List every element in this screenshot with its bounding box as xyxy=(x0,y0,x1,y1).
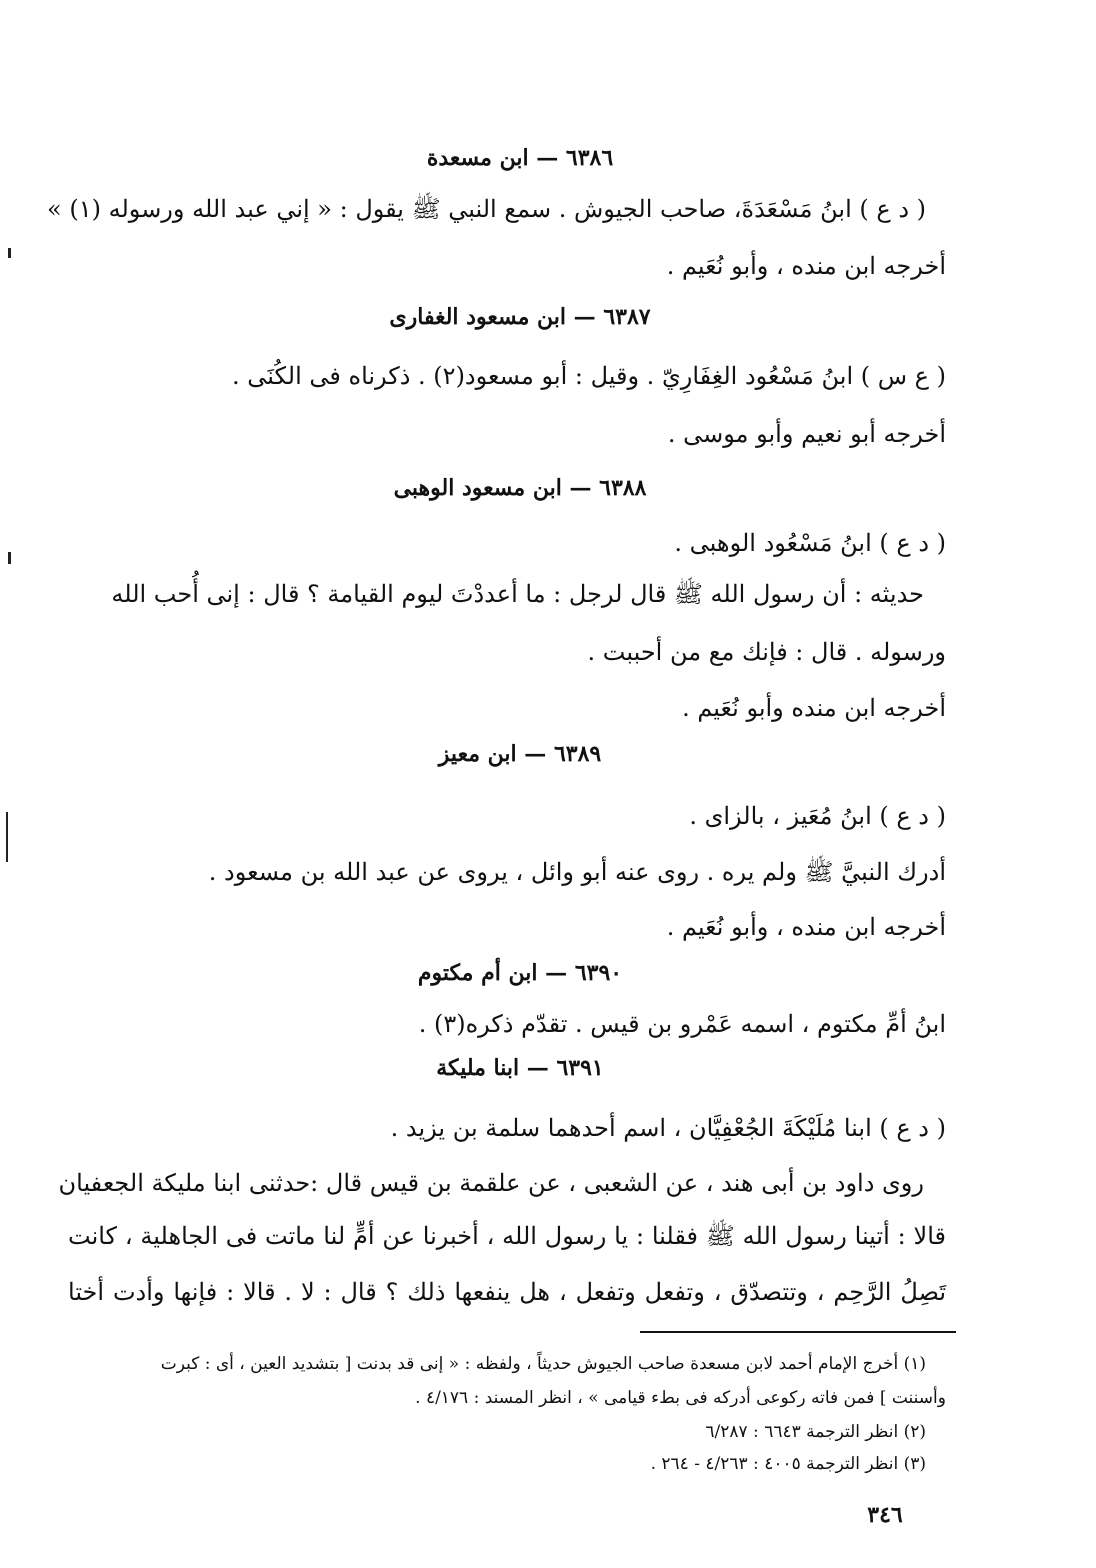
page-number: ٣٤٦ xyxy=(867,1502,903,1528)
entry-text: ( ع س ) ابنُ مَسْعُود الغِفَارِيّ . وقيل : أبو مسعود(٢) . ذكرناه فى الكُنَى . xyxy=(232,362,946,390)
entry-text: تَصِلُ الرَّحِم ، وتتصدّق ، وتفعل وتفعل ، هل ينفعها ذلك ؟ قال : لا . قالا : فإنها وأدت أختا xyxy=(68,1278,946,1306)
footnote: (٣) انظر الترجمة ٤٠٠٥ : ٤/٢٦٣ - ٢٦٤ . xyxy=(650,1454,926,1474)
entry-text: ( د ع ) ابنا مُلَيْكَةَ الجُعْفِيَّان ، اسم أحدهما سلمة بن يزيد . xyxy=(390,1114,946,1142)
entry-text: حديثه : أن رسول الله ﷺ قال لرجل : ما أعددْتَ ليوم القيامة ؟ قال : إنى أُحب الله xyxy=(111,580,924,608)
scan-mark xyxy=(6,812,8,862)
footnote: (٢) انظر الترجمة ٦٦٤٣ : ٦/٢٨٧ xyxy=(705,1422,926,1442)
entry-heading: ٦٣٨٨ — ابن مسعود الوهبى xyxy=(393,475,647,501)
entry-heading: ٦٣٩٠ — ابن أم مكتوم xyxy=(417,960,623,986)
footnote-separator xyxy=(640,1331,956,1333)
entry-text: ابنُ أمِّ مكتوم ، اسمه عَمْرو بن قيس . تقدّم ذكره(٣) . xyxy=(418,1010,946,1038)
footnote: وأسننت ] فمن فاته ركوعى أدركه فى بطء قيامى » ، انظر المسند : ٤/١٧٦ . xyxy=(415,1388,946,1408)
entry-text: قالا : أتينا رسول الله ﷺ فقلنا : يا رسول الله ، أخبرنا عن أمٍّ لنا ماتت فى الجاهلية ، كانت xyxy=(68,1222,946,1250)
entry-text: ( د ع ) ابنُ مَسْعُود الوهبى . xyxy=(674,529,946,557)
entry-text: ( د ع ) ابنُ مَسْعَدَةَ، صاحب الجيوش . سمع النبي ﷺ يقول : « إني عبد الله ورسوله (١) » xyxy=(47,195,926,223)
scan-mark xyxy=(8,552,11,564)
entry-text: ورسوله . قال : فإنك مع من أحببت . xyxy=(587,638,946,666)
entry-text: روى داود بن أبى هند ، عن الشعبى ، عن علقمة بن قيس قال :حدثنى ابنا مليكة الجعفيان xyxy=(58,1169,924,1197)
entry-heading: ٦٣٩١ — ابنا مليكة xyxy=(436,1055,604,1081)
scan-mark xyxy=(8,248,11,258)
entry-text: أخرجه أبو نعيم وأبو موسى . xyxy=(667,420,946,448)
entry-text: أخرجه ابن منده ، وأبو نُعَيم . xyxy=(666,913,946,941)
entry-heading: ٦٣٨٧ — ابن مسعود الغفارى xyxy=(389,304,651,330)
entry-heading: ٦٣٨٦ — ابن مسعدة xyxy=(426,145,614,171)
entry-text: أخرجه ابن منده وأبو نُعَيم . xyxy=(682,694,946,722)
footnote: (١) أخرج الإمام أحمد لابن مسعدة صاحب الجيوش حديثاً ، ولفظه : « إنى قد بدنت [ بتشديد العين ، أى : كبرت xyxy=(160,1354,926,1374)
entry-text: أدرك النبيَّ ﷺ ولم يره . روى عنه أبو وائل ، يروى عن عبد الله بن مسعود . xyxy=(208,858,946,886)
entry-text: أخرجه ابن منده ، وأبو نُعَيم . xyxy=(666,252,946,280)
entry-heading: ٦٣٨٩ — ابن معيز xyxy=(438,741,602,767)
entry-text: ( د ع ) ابنُ مُعَيز ، بالزاى . xyxy=(689,802,946,830)
